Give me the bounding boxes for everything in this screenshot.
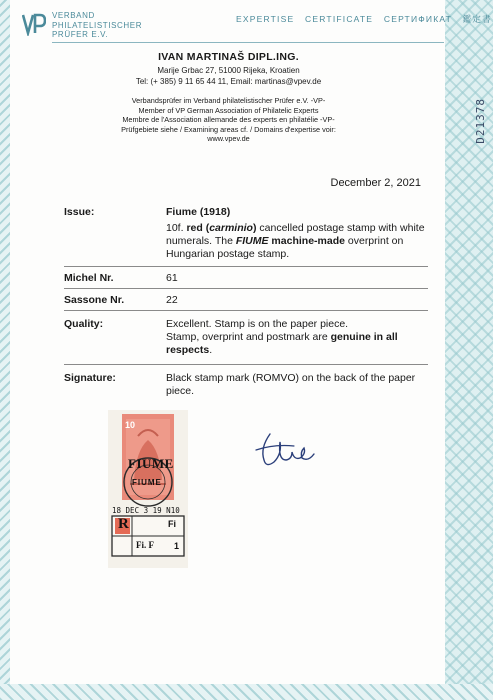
michel-value: 61 [166,272,178,284]
issue-title: Fiume (1918) [166,206,231,218]
quality-line: Stamp, overprint and postmark are genuine in all respects. [166,331,398,356]
quality-line: Excellent. Stamp is on the paper piece. [166,318,349,330]
membership-line: Member of VP German Association of Philatelic Experts [138,105,319,115]
membership-line: Verbandsprüfer im Verband philatelistischer Prüfer e.V. -VP- [131,96,326,105]
michel-label: Michel Nr. [64,272,114,284]
expert-address: Marije Grbac 27, 51000 Rijeka, Kroatien [157,66,300,75]
association-line: PHILATELISTISCHER [52,20,143,30]
membership-statement [12,96,445,144]
quality-description [166,318,428,357]
registration-city: Fi. F [136,540,154,550]
issue-description [166,222,428,261]
quality-label: Quality: [64,318,104,330]
certificate-title: EXPERTISE CERTIFICATE СЕРТИФИКАТ 鑑定書 [236,14,492,24]
sassone-value: 22 [166,294,178,306]
issue-label: Issue: [64,206,95,218]
membership-line: Membre de l'Association allemande des experts en philatélie -VP- [122,115,335,125]
guilloche-border-left [0,0,10,700]
issue-text-part: red (carminio) [186,222,257,234]
issue-text-part: 10f. [166,222,187,234]
postmark-city: FIUME [132,478,162,487]
header-divider [52,42,444,43]
signature-description: Black stamp mark (ROMVO) on the back of the paper piece. [166,372,416,397]
registration-letter: R [118,516,129,532]
certificate-number: D21378 [474,98,487,144]
association-line: VERBAND [52,11,95,20]
association-line: PRÜFER E.V. [52,30,109,39]
postmark-date: 18 DEC 3 19 N10 [112,506,180,515]
association-name [52,11,142,40]
row-divider [64,266,428,267]
certificate-date: December 2, 2021 [330,177,421,189]
expert-name: IVAN MARTINAŠ DIPL.ING. [158,51,299,63]
membership-line: www.vpev.de [207,134,250,144]
expert-contact: Tel: (+ 385) 9 11 65 44 11, Email: martinas@vpev.de [135,76,322,86]
stamp-on-piece [108,410,188,568]
row-divider [64,310,428,311]
registration-text: Fi [168,519,176,529]
issue-text-part: FIUME machine-made [235,235,345,247]
vp-logo-icon [22,12,46,36]
registration-number: 1 [174,541,180,551]
sassone-label: Sassone Nr. [64,294,125,306]
issue-text-part: cancelled postage stamp with white numerals. The [166,222,425,247]
expert-signature-icon [250,430,320,472]
signature-label: Signature: [64,372,116,384]
row-divider [64,364,428,365]
membership-line: Prüfgebiete siehe / Examining areas cf. / Domains d'expertise voir: [121,124,336,134]
row-divider [64,288,428,289]
expert-block [12,51,445,144]
stamp-denomination: 10 [125,420,136,430]
issue-text-part: overprint on Hungarian postage stamp. [166,235,404,260]
guilloche-border-bottom [0,684,493,700]
stamp-overprint: FIUME [128,456,174,471]
